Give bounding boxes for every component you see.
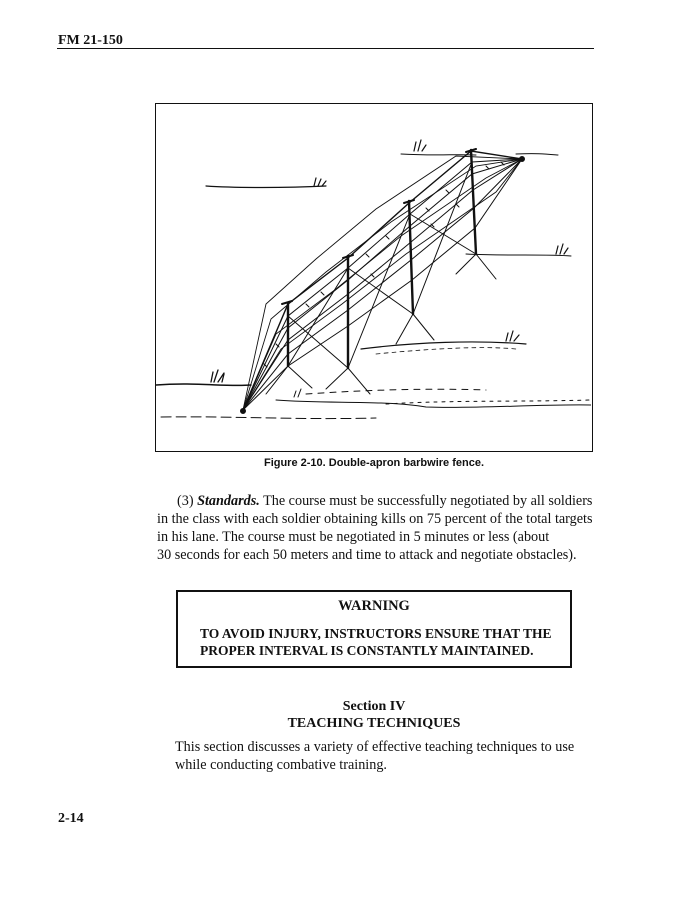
warning-line: PROPER INTERVAL IS CONSTANTLY MAINTAINED. <box>200 643 534 658</box>
manual-number: FM 21-150 <box>58 33 123 48</box>
warning-title: WARNING <box>338 598 410 614</box>
paragraph-line: This section discusses a variety of effective teaching techniques to use <box>175 739 575 755</box>
paragraph-line: in the class with each soldier obtaining kills on 75 percent of the total targets <box>157 511 593 527</box>
figure-frame <box>155 103 593 452</box>
header-rule <box>57 48 594 49</box>
standards-heading: Standards. <box>197 493 260 509</box>
section-title: TEACHING TECHNIQUES <box>287 716 461 731</box>
paragraph-line-text: The course must be successfully negotiated by all soldiers <box>259 493 593 509</box>
paragraph-line: 30 seconds for each 50 meters and time to attack and negotiate obstacles). <box>157 547 577 563</box>
paragraph-line: while conducting combative training. <box>175 757 387 773</box>
paragraph-number: (3) <box>177 493 194 509</box>
barbwire-fence-illustration <box>156 104 591 450</box>
paragraph-line: in his lane. The course must be negotiated in 5 minutes or less (about <box>157 529 550 545</box>
warning-text <box>200 625 570 659</box>
warning-line: TO AVOID INJURY, INSTRUCTORS ENSURE THAT THE <box>200 626 552 641</box>
section-intro-paragraph <box>175 738 595 774</box>
section-label: Section IV <box>342 699 406 714</box>
standards-paragraph <box>157 492 597 564</box>
paragraph-line <box>157 492 597 510</box>
figure-caption: Figure 2-10. Double-apron barbwire fence. <box>263 457 485 469</box>
page-number: 2-14 <box>58 811 84 826</box>
warning-box <box>176 590 572 668</box>
